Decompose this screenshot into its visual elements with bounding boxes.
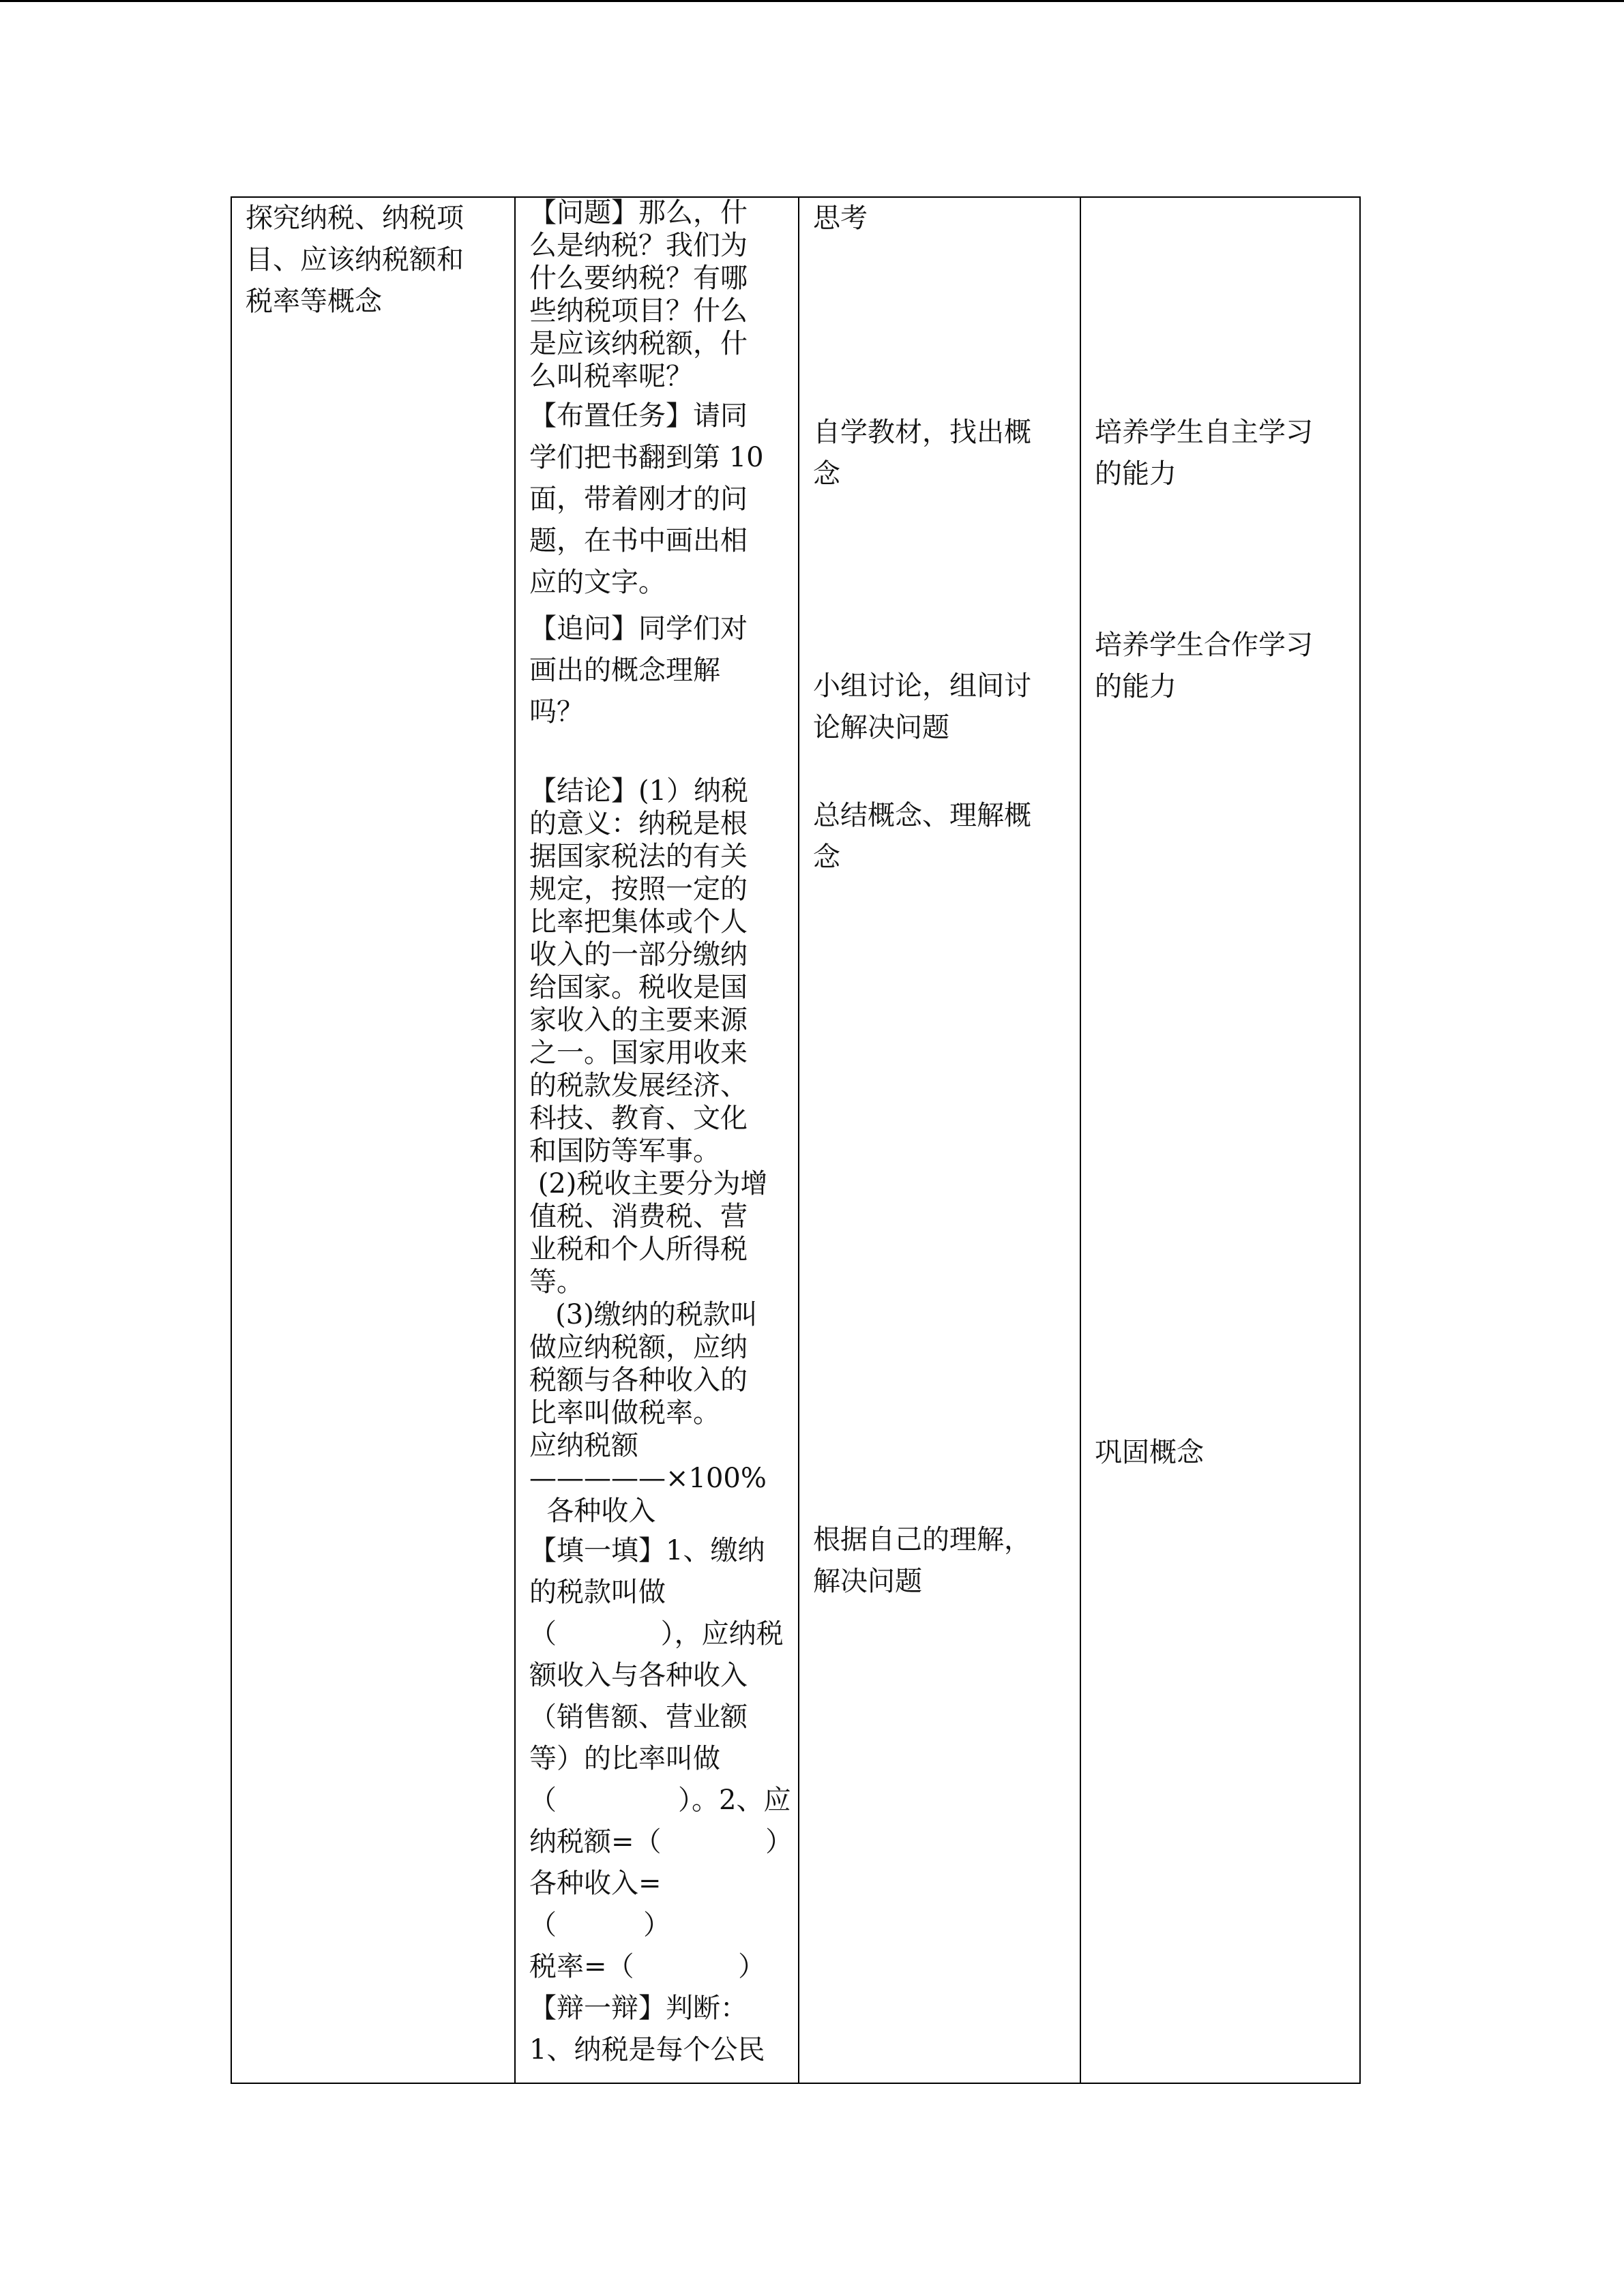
conclusion-line: 给国家。税收是国 xyxy=(529,972,748,1003)
conclusion-line: 收入的一部分缴纳 xyxy=(529,939,748,970)
task-line: 面，带着刚才的问 xyxy=(529,483,748,515)
conclusion-block xyxy=(529,775,767,1527)
page-top-border xyxy=(0,0,1624,2)
conclusion-line: 值税、消费税、营 xyxy=(529,1201,748,1232)
discuss-line: 小组讨论，组间讨 xyxy=(813,670,1031,702)
summarize-line: 总结概念、理解概 xyxy=(813,800,1031,831)
task-line: 学们把书翻到第 10 xyxy=(529,442,764,473)
fill-line: 额收入与各种收入 xyxy=(529,1660,748,1691)
fill-line: 1、纳税是每个公民 xyxy=(529,2034,765,2066)
question-line: 是应该纳税额，什 xyxy=(529,328,748,359)
conclusion-line: 业税和个人所得税 xyxy=(529,1234,748,1265)
fill-line: （ ） xyxy=(529,1909,671,1941)
fill-line: 各种收入= xyxy=(529,1868,662,1899)
student-solve xyxy=(813,1519,1031,1602)
fill-line: 【填一填】1、缴纳 xyxy=(529,1535,765,1566)
question-line: 么叫税率呢？ xyxy=(529,361,693,392)
question-line: 些纳税项目？什么 xyxy=(529,295,748,327)
cooperative-line: 培养学生合作学习 xyxy=(1095,629,1313,661)
student-discuss xyxy=(813,666,1031,749)
fill-line: 【辩一辩】判断： xyxy=(529,1993,748,2024)
conclusion-line: 据国家税法的有关 xyxy=(529,841,748,872)
intent-consolidate: 巩固概念 xyxy=(1095,1437,1204,1468)
solve-line: 根据自己的理解， xyxy=(813,1524,1031,1555)
fill-in-block xyxy=(529,1530,793,2071)
student-think: 思考 xyxy=(813,203,868,234)
intent-cooperative xyxy=(1095,625,1313,708)
conclusion-line: (2)税收主要分为增 xyxy=(529,1168,768,1199)
column-divider-1 xyxy=(514,198,516,2083)
followup-line: 画出的概念理解 xyxy=(529,655,720,686)
formula-fraction-bar: —————×100% xyxy=(529,1463,767,1494)
stage-title xyxy=(246,198,464,323)
task-line: 应的文字。 xyxy=(529,567,666,598)
conclusion-line: 和国防等军事。 xyxy=(529,1135,720,1167)
task-line: 题，在书中画出相 xyxy=(529,525,748,556)
conclusion-line: 【结论】(1）纳税 xyxy=(529,775,749,807)
autonomous-line: 培养学生自主学习 xyxy=(1095,417,1313,448)
conclusion-line: 比率叫做税率。 xyxy=(529,1397,720,1429)
followup-line: 【追问】同学们对 xyxy=(529,613,748,644)
stage-title-line: 目、应该纳税额和 xyxy=(246,244,464,275)
column-divider-3 xyxy=(1080,198,1081,2083)
conclusion-line: (3)缴纳的税款叫 xyxy=(529,1299,758,1330)
summarize-line: 念 xyxy=(813,841,840,873)
stage-title-line: 税率等概念 xyxy=(246,286,382,317)
question-line: 什么要纳税？有哪 xyxy=(529,263,748,294)
task-block xyxy=(529,396,764,603)
autonomous-line: 的能力 xyxy=(1095,458,1177,490)
column-divider-2 xyxy=(798,198,799,2083)
fill-line: 的税款叫做 xyxy=(529,1577,666,1608)
conclusion-line: 之一。国家用收来 xyxy=(529,1037,748,1069)
conclusion-line: 科技、教育、文化 xyxy=(529,1103,748,1134)
intent-autonomous xyxy=(1095,412,1313,495)
formula-numerator: 应纳税额 xyxy=(529,1430,638,1461)
selfstudy-line: 自学教材，找出概 xyxy=(813,417,1031,448)
stage-title-line: 探究纳税、纳税项 xyxy=(246,203,464,234)
conclusion-line: 的税款发展经济、 xyxy=(529,1070,748,1101)
fill-line: 纳税额=（ ） xyxy=(529,1826,793,1858)
formula-denominator: 各种收入 xyxy=(529,1495,656,1527)
fill-line: （ ），应纳税 xyxy=(529,1618,784,1650)
conclusion-line: 规定，按照一定的 xyxy=(529,874,748,905)
question-line: 【问题】那么，什 xyxy=(529,197,748,228)
conclusion-line: 家收入的主要来源 xyxy=(529,1004,748,1036)
followup-block xyxy=(529,608,748,733)
conclusion-line: 的意义：纳税是根 xyxy=(529,808,748,839)
question-block xyxy=(529,196,748,393)
selfstudy-line: 念 xyxy=(813,458,840,490)
fill-line: （ ）。2、应 xyxy=(529,1785,791,1816)
discuss-line: 论解决问题 xyxy=(813,712,949,743)
cooperative-line: 的能力 xyxy=(1095,671,1177,702)
conclusion-line: 做应纳税额，应纳 xyxy=(529,1332,748,1363)
question-line: 么是纳税？我们为 xyxy=(529,230,748,261)
fill-line: 税率=（ ） xyxy=(529,1951,766,1982)
solve-line: 解决问题 xyxy=(813,1566,922,1597)
conclusion-line: 税额与各种收入的 xyxy=(529,1365,748,1396)
task-line: 【布置任务】请同 xyxy=(529,400,748,432)
student-selfstudy xyxy=(813,412,1031,495)
conclusion-line: 等。 xyxy=(529,1266,584,1298)
fill-line: （销售额、营业额 xyxy=(529,1701,748,1733)
student-summarize xyxy=(813,795,1031,878)
fill-line: 等）的比率叫做 xyxy=(529,1743,720,1774)
conclusion-line: 比率把集体或个人 xyxy=(529,906,748,938)
followup-line: 吗？ xyxy=(529,696,584,728)
